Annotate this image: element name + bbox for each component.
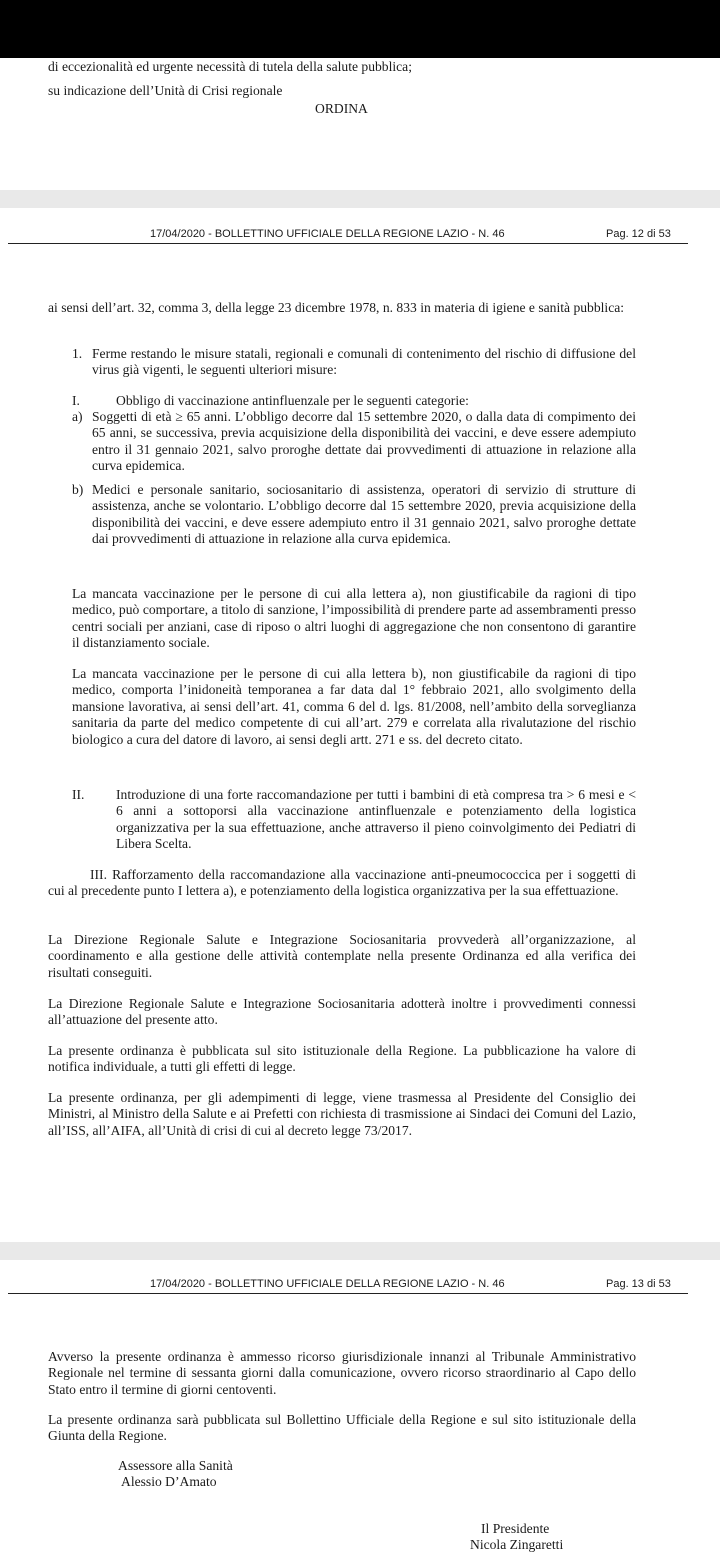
list-number: 1. [72, 346, 83, 361]
page-fragment-top [0, 58, 720, 190]
roman-item-3: III. Rafforzamento della raccomandazione alla vaccinazione anti-pneumococcica per i soggetti di cui al precedente punto I lettera a), e potenziamento della logistica organizzativa per la sua effettuazione. [48, 867, 636, 899]
header-title: 17/04/2020 - BOLLETTINO UFFICIALE DELLA REGIONE LAZIO - N. 46 [150, 228, 505, 240]
sub-item-text: Soggetti di età ≥ 65 anni. L’obbligo decorre dal 15 settembre 2020, o dalla data di compimento dei 65 anni, se successiva, previa acquisizione della disponibilità dei vaccini, e deve essere adempiuto entro il 31 gennaio 2021, salvo proroghe dettate dai provvedimenti di attuazione in relazione alla curva epidemica. [92, 409, 636, 474]
paragraph-trasmissione: La presente ordinanza, per gli adempimenti di legge, viene trasmessa al Presidente del Consiglio dei Ministri, al Ministro della Salute e ai Prefetti con richiesta di trasmissione ai Sindaci dei Comuni del Lazio, all’ISS, all’AIFA, all’Unità di crisi di cui al decreto legge 73/2017. [48, 1090, 636, 1138]
signature-assessore-name: Alessio D’Amato [121, 1474, 217, 1489]
text-line: su indicazione dell’Unità di Crisi regionale [48, 83, 283, 98]
page-gap [0, 1242, 720, 1260]
page-13 [0, 1260, 720, 1560]
paragraph-bollettino: La presente ordinanza sarà pubblicata sul Bollettino Ufficiale della Regione e sul sito istituzionale della Giunta della Regione. [48, 1412, 636, 1444]
roman-item-2 [72, 787, 636, 853]
list-item-text: Ferme restando le misure statali, regionali e comunali di contenimento del rischio di diffusione del virus già vigenti, le seguenti ulteriori misure: [92, 346, 636, 378]
roman-item-text: Introduzione di una forte raccomandazione per tutti i bambini di età compresa tra > 6 mesi e < 6 anni a sottoporsi alla vaccinazione antinfluenzale e potenziamento della logistica organizzativa per la sua effettuazione, anche attraverso il pieno coinvolgimento dei Pediatri di Libera Scelta. [116, 787, 636, 852]
roman-item-text: Obbligo di vaccinazione antinfluenzale per le seguenti categorie: [116, 393, 469, 408]
page-12 [0, 208, 720, 1242]
header-page-number: Pag. 13 di 53 [606, 1278, 671, 1290]
paragraph-lettera-b: La mancata vaccinazione per le persone di cui alla lettera b), non giustificabile da ragioni di tipo medico, comporta l’inidoneità temporanea a far data dal 1° febbraio 2021, allo svolgimento della mansione lavorativa, ai sensi dell’art. 41, comma 6 del d. lgs. 81/2008, nell’ambito della sorveglianza sanitaria da parte del medico competente di cui all’art. 279 e correlata alla rivalutazione del rischio biologico a cura del datore di lavoro, ai sensi degli artt. 271 e ss. del decreto citato. [72, 666, 636, 747]
text-line: di eccezionalità ed urgente necessità di tutela della salute pubblica; [48, 59, 412, 74]
intro-paragraph: ai sensi dell’art. 32, comma 3, della legge 23 dicembre 1978, n. 833 in materia di igiene e sanità pubblica: [48, 300, 625, 315]
header-title: 17/04/2020 - BOLLETTINO UFFICIALE DELLA REGIONE LAZIO - N. 46 [150, 1278, 505, 1290]
list-item-1 [72, 346, 636, 379]
header-rule [8, 1293, 688, 1294]
signature-presidente-name: Nicola Zingaretti [470, 1537, 564, 1552]
sub-item-b [72, 482, 636, 548]
paragraph-direzione-2: La Direzione Regionale Salute e Integrazione Sociosanitaria adotterà inoltre i provvedimenti connessi all’attuazione del presente atto. [48, 996, 636, 1028]
sub-item-label: b) [72, 482, 84, 497]
paragraph-pubblicazione: La presente ordinanza è pubblicata sul sito istituzionale della Regione. La pubblicazione ha valore di notifica individuale, a tutti gli effetti di legge. [48, 1043, 636, 1075]
page-header [0, 1276, 720, 1302]
paragraph-ricorso: Avverso la presente ordinanza è ammesso ricorso giurisdizionale innanzi al Tribunale Amministrativo Regionale nel termine di sessanta giorni dalla comunicazione, ovvero ricorso straordinario al Capo dello Stato entro il termine di giorni centoventi. [48, 1349, 636, 1397]
page-gap [0, 190, 720, 208]
paragraph-direzione-1: La Direzione Regionale Salute e Integrazione Sociosanitaria provvederà all’organizzazione, al coordinamento e alla gestione delle attività contemplate nella presente Ordinanza ed alla verifica dei risultati conseguiti. [48, 932, 636, 980]
roman-numeral: I. [72, 393, 80, 408]
header-rule [8, 243, 688, 244]
paragraph-lettera-a: La mancata vaccinazione per le persone di cui alla lettera a), non giustificabile da ragioni di tipo medico, può comportare, a titolo di sanzione, l’impossibilità di prendere parte ad assembramenti presso centri sociali per anziani, case di riposo o altri luoghi di aggregazione che non consentono di garantire il distanziamento sociale. [72, 586, 636, 651]
header-page-number: Pag. 12 di 53 [606, 228, 671, 240]
sub-item-text: Medici e personale sanitario, sociosanitario di assistenza, operatori di servizio di strutture di assistenza, anche se volontario. L’obbligo decorre dal 15 settembre 2020, previa acquisizione della disponibilità dei vaccini, e deve essere adempiuto entro il 31 gennaio 2021, salvo proroghe dettate dai provvedimenti di attuazione in relazione alla curva epidemica. [92, 482, 636, 547]
signature-presidente-title: Il Presidente [481, 1521, 550, 1536]
signature-assessore-title: Assessore alla Sanità [118, 1458, 233, 1473]
roman-numeral: II. [72, 787, 85, 802]
page-header [0, 226, 720, 252]
sub-item-label: a) [72, 409, 83, 424]
ordina-heading: ORDINA [315, 101, 368, 116]
status-bar [0, 0, 720, 58]
sub-item-a [72, 409, 636, 475]
